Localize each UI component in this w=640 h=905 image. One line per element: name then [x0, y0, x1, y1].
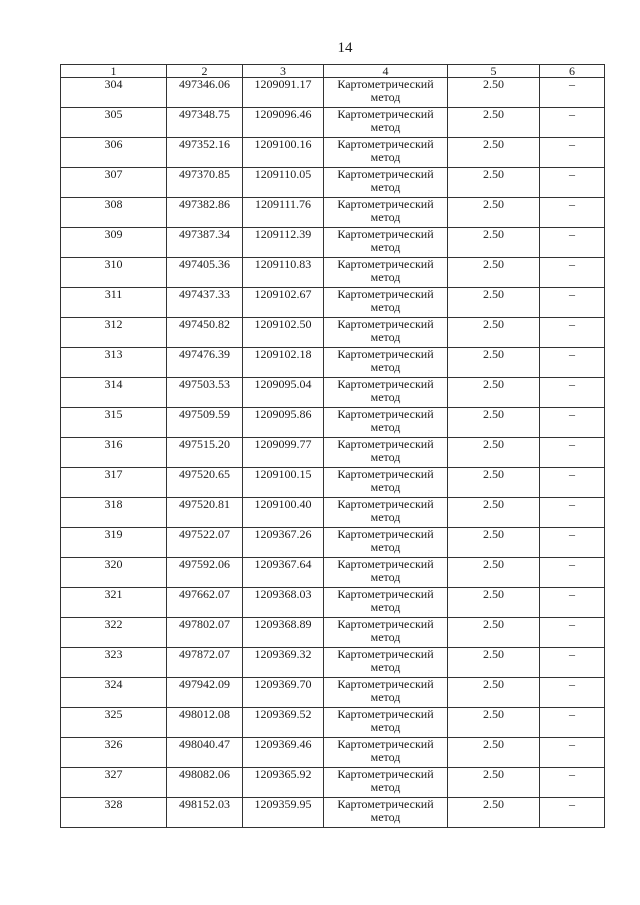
table-row: [61, 618, 605, 648]
method-line-2: метод: [370, 570, 401, 584]
table-row: [61, 708, 605, 738]
method-line-2: метод: [370, 630, 401, 644]
note-cell: –: [540, 588, 605, 618]
y-coordinate-cell: 1209359.95: [243, 798, 324, 828]
y-coordinate-cell: 1209100.16: [243, 138, 324, 168]
method-line-1: Картометрический: [337, 497, 434, 511]
method-line-1: Картометрический: [337, 197, 434, 211]
method-line-2: метод: [370, 240, 401, 254]
accuracy-cell: 2.50: [448, 138, 540, 168]
table-row: [61, 138, 605, 168]
y-coordinate-cell: 1209110.05: [243, 168, 324, 198]
table-row: [61, 768, 605, 798]
accuracy-cell: 2.50: [448, 78, 540, 108]
accuracy-cell: 2.50: [448, 558, 540, 588]
accuracy-cell: 2.50: [448, 288, 540, 318]
accuracy-cell: 2.50: [448, 168, 540, 198]
accuracy-cell: 2.50: [448, 258, 540, 288]
method-line-1: Картометрический: [337, 287, 434, 301]
accuracy-cell: 2.50: [448, 498, 540, 528]
method-line-1: Картометрический: [337, 767, 434, 781]
note-cell: –: [540, 378, 605, 408]
method-cell: [324, 438, 448, 468]
table-row: [61, 408, 605, 438]
accuracy-cell: 2.50: [448, 588, 540, 618]
method-cell: [324, 408, 448, 438]
note-cell: –: [540, 468, 605, 498]
y-coordinate-cell: 1209369.70: [243, 678, 324, 708]
method-line-2: метод: [370, 180, 401, 194]
point-number-cell: 328: [61, 798, 167, 828]
method-line-2: метод: [370, 810, 401, 824]
point-number-cell: 316: [61, 438, 167, 468]
accuracy-cell: 2.50: [448, 348, 540, 378]
method-line-2: метод: [370, 750, 401, 764]
note-cell: –: [540, 768, 605, 798]
method-line-1: Картометрический: [337, 77, 434, 91]
method-line-1: Картометрический: [337, 677, 434, 691]
method-line-1: Картометрический: [337, 347, 434, 361]
method-line-1: Картометрический: [337, 647, 434, 661]
method-cell: [324, 108, 448, 138]
method-line-2: метод: [370, 780, 401, 794]
y-coordinate-cell: 1209112.39: [243, 228, 324, 258]
point-number-cell: 317: [61, 468, 167, 498]
method-line-1: Картометрический: [337, 107, 434, 121]
method-line-2: метод: [370, 150, 401, 164]
point-number-cell: 326: [61, 738, 167, 768]
table-header-row: [61, 65, 605, 78]
column-header: 5: [448, 65, 540, 78]
note-cell: –: [540, 168, 605, 198]
point-number-cell: 314: [61, 378, 167, 408]
note-cell: –: [540, 618, 605, 648]
y-coordinate-cell: 1209102.67: [243, 288, 324, 318]
method-cell: [324, 618, 448, 648]
method-line-1: Картометрический: [337, 617, 434, 631]
method-line-1: Картометрический: [337, 737, 434, 751]
table-row: [61, 798, 605, 828]
y-coordinate-cell: 1209367.26: [243, 528, 324, 558]
column-header: 4: [324, 65, 448, 78]
page-number: 14: [337, 40, 353, 56]
column-header: 6: [540, 65, 605, 78]
x-coordinate-cell: 498082.06: [167, 768, 243, 798]
method-line-2: метод: [370, 690, 401, 704]
x-coordinate-cell: 497405.36: [167, 258, 243, 288]
table-row: [61, 258, 605, 288]
method-line-1: Картометрический: [337, 227, 434, 241]
point-number-cell: 307: [61, 168, 167, 198]
accuracy-cell: 2.50: [448, 378, 540, 408]
note-cell: –: [540, 108, 605, 138]
method-line-2: метод: [370, 300, 401, 314]
table-row: [61, 678, 605, 708]
x-coordinate-cell: 497348.75: [167, 108, 243, 138]
method-cell: [324, 468, 448, 498]
point-number-cell: 310: [61, 258, 167, 288]
note-cell: –: [540, 198, 605, 228]
method-line-2: метод: [370, 420, 401, 434]
note-cell: –: [540, 498, 605, 528]
method-line-2: метод: [370, 600, 401, 614]
method-line-2: метод: [370, 450, 401, 464]
method-line-1: Картометрический: [337, 707, 434, 721]
point-number-cell: 318: [61, 498, 167, 528]
accuracy-cell: 2.50: [448, 768, 540, 798]
x-coordinate-cell: 497450.82: [167, 318, 243, 348]
accuracy-cell: 2.50: [448, 648, 540, 678]
y-coordinate-cell: 1209367.64: [243, 558, 324, 588]
x-coordinate-cell: 497520.81: [167, 498, 243, 528]
method-cell: [324, 168, 448, 198]
point-number-cell: 319: [61, 528, 167, 558]
method-cell: [324, 318, 448, 348]
table-row: [61, 738, 605, 768]
x-coordinate-cell: 497346.06: [167, 78, 243, 108]
method-line-1: Картометрический: [337, 377, 434, 391]
method-line-2: метод: [370, 90, 401, 104]
method-line-1: Картометрический: [337, 467, 434, 481]
point-number-cell: 325: [61, 708, 167, 738]
accuracy-cell: 2.50: [448, 528, 540, 558]
point-number-cell: 305: [61, 108, 167, 138]
note-cell: –: [540, 648, 605, 678]
column-header: 1: [61, 65, 167, 78]
method-line-2: метод: [370, 660, 401, 674]
y-coordinate-cell: 1209100.15: [243, 468, 324, 498]
x-coordinate-cell: 498012.08: [167, 708, 243, 738]
note-cell: –: [540, 408, 605, 438]
note-cell: –: [540, 678, 605, 708]
method-line-1: Картометрический: [337, 137, 434, 151]
method-cell: [324, 498, 448, 528]
table-row: [61, 318, 605, 348]
note-cell: –: [540, 348, 605, 378]
x-coordinate-cell: 497942.09: [167, 678, 243, 708]
method-line-1: Картометрический: [337, 437, 434, 451]
x-coordinate-cell: 498152.03: [167, 798, 243, 828]
coordinates-table: [60, 64, 605, 828]
x-coordinate-cell: 497515.20: [167, 438, 243, 468]
method-line-1: Картометрический: [337, 797, 434, 811]
table-row: [61, 648, 605, 678]
method-line-1: Картометрический: [337, 317, 434, 331]
table-row: [61, 168, 605, 198]
y-coordinate-cell: 1209365.92: [243, 768, 324, 798]
method-line-1: Картометрический: [337, 167, 434, 181]
y-coordinate-cell: 1209369.52: [243, 708, 324, 738]
point-number-cell: 313: [61, 348, 167, 378]
x-coordinate-cell: 497802.07: [167, 618, 243, 648]
point-number-cell: 306: [61, 138, 167, 168]
table-row: [61, 288, 605, 318]
note-cell: –: [540, 258, 605, 288]
method-cell: [324, 678, 448, 708]
y-coordinate-cell: 1209095.04: [243, 378, 324, 408]
method-cell: [324, 528, 448, 558]
table-row: [61, 558, 605, 588]
method-cell: [324, 768, 448, 798]
method-line-2: метод: [370, 120, 401, 134]
y-coordinate-cell: 1209368.03: [243, 588, 324, 618]
x-coordinate-cell: 497662.07: [167, 588, 243, 618]
x-coordinate-cell: 498040.47: [167, 738, 243, 768]
method-line-2: метод: [370, 510, 401, 524]
note-cell: –: [540, 708, 605, 738]
y-coordinate-cell: 1209091.17: [243, 78, 324, 108]
table-row: [61, 498, 605, 528]
method-line-1: Картометрический: [337, 527, 434, 541]
method-line-2: метод: [370, 270, 401, 284]
method-line-2: метод: [370, 720, 401, 734]
point-number-cell: 323: [61, 648, 167, 678]
accuracy-cell: 2.50: [448, 738, 540, 768]
point-number-cell: 315: [61, 408, 167, 438]
x-coordinate-cell: 497592.06: [167, 558, 243, 588]
y-coordinate-cell: 1209095.86: [243, 408, 324, 438]
x-coordinate-cell: 497382.86: [167, 198, 243, 228]
table-row: [61, 228, 605, 258]
method-cell: [324, 588, 448, 618]
table-row: [61, 108, 605, 138]
x-coordinate-cell: 497503.53: [167, 378, 243, 408]
method-line-1: Картометрический: [337, 557, 434, 571]
point-number-cell: 324: [61, 678, 167, 708]
accuracy-cell: 2.50: [448, 618, 540, 648]
point-number-cell: 312: [61, 318, 167, 348]
table-row: [61, 528, 605, 558]
accuracy-cell: 2.50: [448, 198, 540, 228]
point-number-cell: 304: [61, 78, 167, 108]
point-number-cell: 309: [61, 228, 167, 258]
accuracy-cell: 2.50: [448, 708, 540, 738]
method-cell: [324, 138, 448, 168]
note-cell: –: [540, 228, 605, 258]
table-row: [61, 438, 605, 468]
method-line-1: Картометрический: [337, 407, 434, 421]
accuracy-cell: 2.50: [448, 318, 540, 348]
y-coordinate-cell: 1209369.32: [243, 648, 324, 678]
y-coordinate-cell: 1209102.50: [243, 318, 324, 348]
method-cell: [324, 258, 448, 288]
y-coordinate-cell: 1209111.76: [243, 198, 324, 228]
point-number-cell: 322: [61, 618, 167, 648]
method-cell: [324, 228, 448, 258]
method-line-2: метод: [370, 480, 401, 494]
y-coordinate-cell: 1209110.83: [243, 258, 324, 288]
note-cell: –: [540, 288, 605, 318]
method-line-2: метод: [370, 540, 401, 554]
table-row: [61, 378, 605, 408]
table-body: [61, 78, 605, 828]
table-row: [61, 588, 605, 618]
method-line-2: метод: [370, 390, 401, 404]
y-coordinate-cell: 1209369.46: [243, 738, 324, 768]
point-number-cell: 321: [61, 588, 167, 618]
method-cell: [324, 558, 448, 588]
method-cell: [324, 78, 448, 108]
x-coordinate-cell: 497437.33: [167, 288, 243, 318]
point-number-cell: 320: [61, 558, 167, 588]
point-number-cell: 308: [61, 198, 167, 228]
column-header: 2: [167, 65, 243, 78]
note-cell: –: [540, 558, 605, 588]
method-line-2: метод: [370, 330, 401, 344]
x-coordinate-cell: 497522.07: [167, 528, 243, 558]
table-row: [61, 348, 605, 378]
note-cell: –: [540, 138, 605, 168]
method-line-2: метод: [370, 360, 401, 374]
method-cell: [324, 288, 448, 318]
x-coordinate-cell: 497370.85: [167, 168, 243, 198]
note-cell: –: [540, 318, 605, 348]
note-cell: –: [540, 798, 605, 828]
accuracy-cell: 2.50: [448, 438, 540, 468]
method-cell: [324, 378, 448, 408]
x-coordinate-cell: 497872.07: [167, 648, 243, 678]
table-row: [61, 198, 605, 228]
method-cell: [324, 348, 448, 378]
y-coordinate-cell: 1209368.89: [243, 618, 324, 648]
column-header: 3: [243, 65, 324, 78]
method-cell: [324, 798, 448, 828]
method-line-2: метод: [370, 210, 401, 224]
method-cell: [324, 708, 448, 738]
note-cell: –: [540, 438, 605, 468]
accuracy-cell: 2.50: [448, 108, 540, 138]
note-cell: –: [540, 78, 605, 108]
accuracy-cell: 2.50: [448, 408, 540, 438]
accuracy-cell: 2.50: [448, 798, 540, 828]
accuracy-cell: 2.50: [448, 468, 540, 498]
point-number-cell: 311: [61, 288, 167, 318]
x-coordinate-cell: 497352.16: [167, 138, 243, 168]
note-cell: –: [540, 738, 605, 768]
point-number-cell: 327: [61, 768, 167, 798]
x-coordinate-cell: 497509.59: [167, 408, 243, 438]
method-cell: [324, 648, 448, 678]
x-coordinate-cell: 497520.65: [167, 468, 243, 498]
table-row: [61, 468, 605, 498]
y-coordinate-cell: 1209100.40: [243, 498, 324, 528]
y-coordinate-cell: 1209096.46: [243, 108, 324, 138]
y-coordinate-cell: 1209102.18: [243, 348, 324, 378]
method-line-1: Картометрический: [337, 257, 434, 271]
accuracy-cell: 2.50: [448, 228, 540, 258]
method-cell: [324, 738, 448, 768]
accuracy-cell: 2.50: [448, 678, 540, 708]
method-cell: [324, 198, 448, 228]
method-line-1: Картометрический: [337, 587, 434, 601]
note-cell: –: [540, 528, 605, 558]
x-coordinate-cell: 497387.34: [167, 228, 243, 258]
x-coordinate-cell: 497476.39: [167, 348, 243, 378]
y-coordinate-cell: 1209099.77: [243, 438, 324, 468]
table-row: [61, 78, 605, 108]
